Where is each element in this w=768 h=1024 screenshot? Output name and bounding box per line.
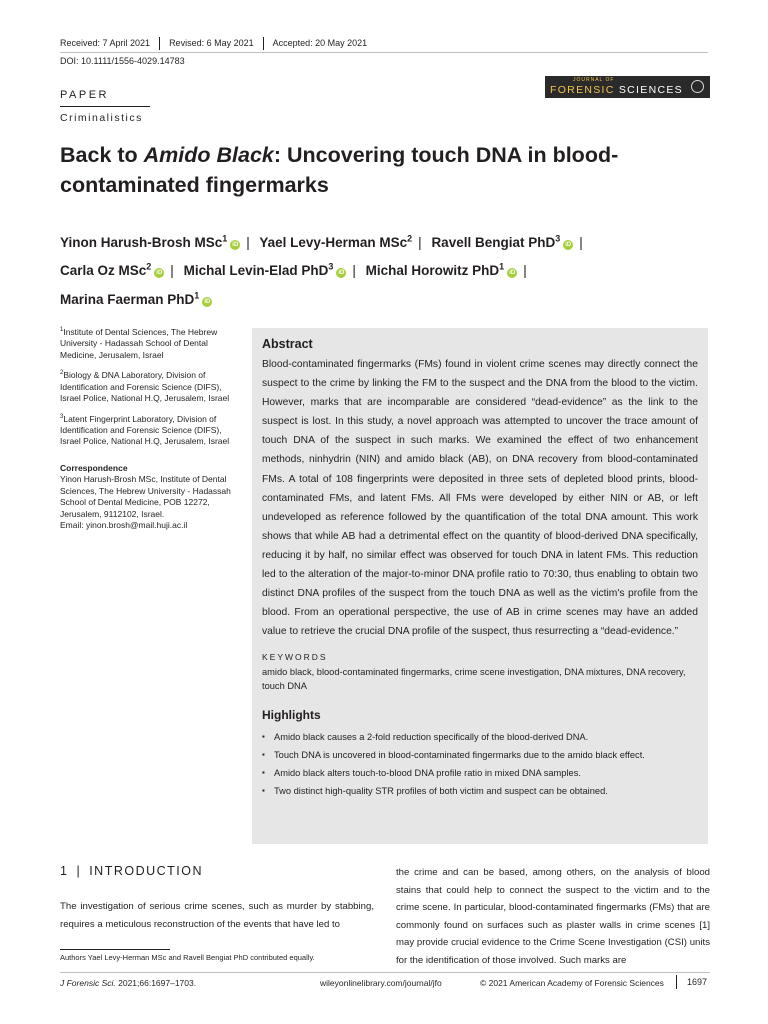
footnote-divider	[60, 949, 170, 950]
affiliation: $^3$Latent Fingerprint Laboratory, Division of Identification and Forensic Science (DIFS), Israel Police, National H.Q, Jerusalem, Israel	[60, 413, 230, 447]
author[interactable]: Michal Horowitz PhD$^1$iD	[365, 261, 516, 278]
keywords-text: amido black, blood-contaminated fingermarks, crime scene investigation, DNA mixtures, DNA recovery, touch DNA	[262, 667, 686, 692]
author[interactable]: Yinon Harush-Brosh MSc$^1$iD	[60, 233, 239, 250]
highlights-heading: Highlights	[262, 708, 321, 723]
journal-logo-top: JOURNAL OF	[573, 77, 615, 83]
abstract-text: Blood-contaminated fingermarks (FMs) found in violent crime scenes may directly connect the suspect to the crime by linking the FM to the suspect and the DNA from the blood to the victim. However, marks that are incomparable are considered “dead-evidence” as the link to the suspect is lost. In this study, a novel approach was attempted to uncover the trace amount of touch DNA of the suspect in such marks. We examined the effect of two enhancement methods, ninhydrin (NIN) and amido black (AB), on DNA recovery from blood-contaminated FMs. A total of 108 fingerprints were deposited in three sets of depleted blood prints, blood-contaminated FMs, and latent FMs. All FMs were developed by either NIN or AB, or left undeveloped as reference followed by the quantification of the total DNA amount. This work shows that while AB had a detrimental effect on the quantity of blood-derived DNA specifically, reducing it by half, no similar effect was observed for touch DNA in latent FMs. This reduction led to the alteration of the major-to-minor DNA profile ratio to 70:30, thus enabling to obtain two distinct DNA profiles of the suspect from the touch DNA as well as the victim's profile from the blood. From an operational perspective, the use of AB in crime scenes may have an added value to retrieve the crucial DNA profile of the suspect, thus resurrecting a “dead-evidence.”	[262, 359, 698, 638]
journal-logo[interactable]	[545, 76, 710, 98]
correspondence-heading: Correspondence	[60, 462, 128, 473]
orcid-icon[interactable]: iD	[204, 298, 211, 305]
header-divider	[60, 52, 708, 53]
page-number: 1697	[676, 975, 707, 989]
journal-logo-name: FORENSIC SCIENCES	[550, 83, 683, 96]
footer-divider	[60, 972, 710, 973]
author-list	[60, 226, 680, 312]
author-separator: |	[352, 263, 356, 278]
author-separator: |	[246, 234, 250, 250]
author-separator: |	[418, 234, 422, 250]
highlight-item: ▪ Touch DNA is uncovered in blood-contaminated fingermarks due to the amido black effect.	[262, 746, 698, 764]
keywords-heading: KEYWORDS	[262, 652, 328, 663]
article-section: Criminalistics	[60, 112, 143, 124]
footer-url[interactable]: wileyonlinelibrary.com/journal/jfo	[320, 978, 442, 988]
orcid-icon[interactable]: iD	[565, 241, 572, 248]
author[interactable]: Carla Oz MSc$^2$iD	[60, 261, 163, 278]
author[interactable]: Michal Levin-Elad PhD$^3$iD	[183, 261, 345, 278]
affiliation: $^1$Institute of Dental Sciences, The Hebrew University - Hadassah School of Dental Medicine, Jerusalem, Israel	[60, 326, 218, 360]
article-title: Back to Amido Black: Uncovering touch DNA in blood-contaminated fingermarks	[60, 143, 619, 197]
author-separator: |	[523, 263, 527, 278]
journal-seal-icon	[691, 80, 704, 93]
highlight-item: ▪ Amido black alters touch-to-blood DNA profile ratio in mixed DNA samples.	[262, 764, 698, 782]
author[interactable]: Marina Faerman PhD$^1$iD	[60, 290, 211, 307]
orcid-icon[interactable]: iD	[338, 270, 345, 276]
affiliations	[60, 325, 240, 532]
orcid-icon[interactable]: iD	[232, 241, 239, 248]
footnote: Authors Yael Levy-Herman MSc and Ravell Bengiat PhD contributed equally.	[60, 953, 315, 962]
doi-link[interactable]: DOI: 10.1111/1556-4029.14783	[60, 56, 185, 66]
orcid-icon[interactable]: iD	[156, 270, 163, 276]
revised-date: Revised: 6 May 2021	[160, 37, 264, 50]
author-separator: |	[579, 234, 583, 250]
author-separator: |	[170, 263, 174, 278]
abstract-heading: Abstract	[262, 337, 313, 351]
introduction-heading: 1 | INTRODUCTION	[60, 864, 204, 878]
body-text-left: The investigation of serious crime scenes, such as murder by stabbing, requires a meticulous reconstruction of the events that have led to	[60, 901, 374, 930]
orcid-icon[interactable]: iD	[509, 270, 516, 276]
abstract-panel	[252, 328, 708, 844]
body-text-right: the crime and can be based, among others, on the analysis of blood stains that could help to connect the suspect to the victim and to the crime scene. In particular, blood-contaminated fingermarks (FMs) that are commonly found on surfaces such as plaster walls in crime scenes [1] may provide crucial evidence to the Crime Scene Investigation (CSI) units for the identification of those involved. Such marks are	[396, 867, 710, 966]
correspondence-email[interactable]: Email: yinon.brosh@mail.huji.ac.il	[60, 520, 188, 531]
footer-citation: J Forensic Sci. 2021;66:1697–1703.	[60, 978, 197, 988]
received-date: Received: 7 April 2021	[60, 37, 160, 50]
highlight-item: ▪ Two distinct high-quality STR profiles of both victim and suspect can be obtained.	[262, 782, 698, 800]
footer-copyright: © 2021 American Academy of Forensic Sciences	[480, 978, 664, 988]
highlights-list	[262, 728, 698, 800]
affiliation: $^2$Biology & DNA Laboratory, Division of Identification and Forensic Science (DIFS), Israel Police, National H.Q, Jerusalem, Israel	[60, 370, 230, 404]
article-dates	[60, 37, 376, 50]
highlight-item: ▪ Amido black causes a 2-fold reduction specifically of the blood-derived DNA.	[262, 728, 698, 746]
correspondence-text: Yinon Harush-Brosh MSc, Institute of Dental Sciences, The Hebrew University - Hadassah School of Dental Medicine, POB 12272, Jerusalem, 9112102, Israel.	[60, 474, 231, 519]
article-type: PAPER	[60, 89, 109, 101]
article-type-divider	[60, 106, 150, 107]
author[interactable]: Ravell Bengiat PhD$^3$iD	[431, 233, 572, 250]
author[interactable]: Yael Levy-Herman MSc$^2$	[259, 233, 413, 250]
accepted-date: Accepted: 20 May 2021	[272, 38, 368, 48]
